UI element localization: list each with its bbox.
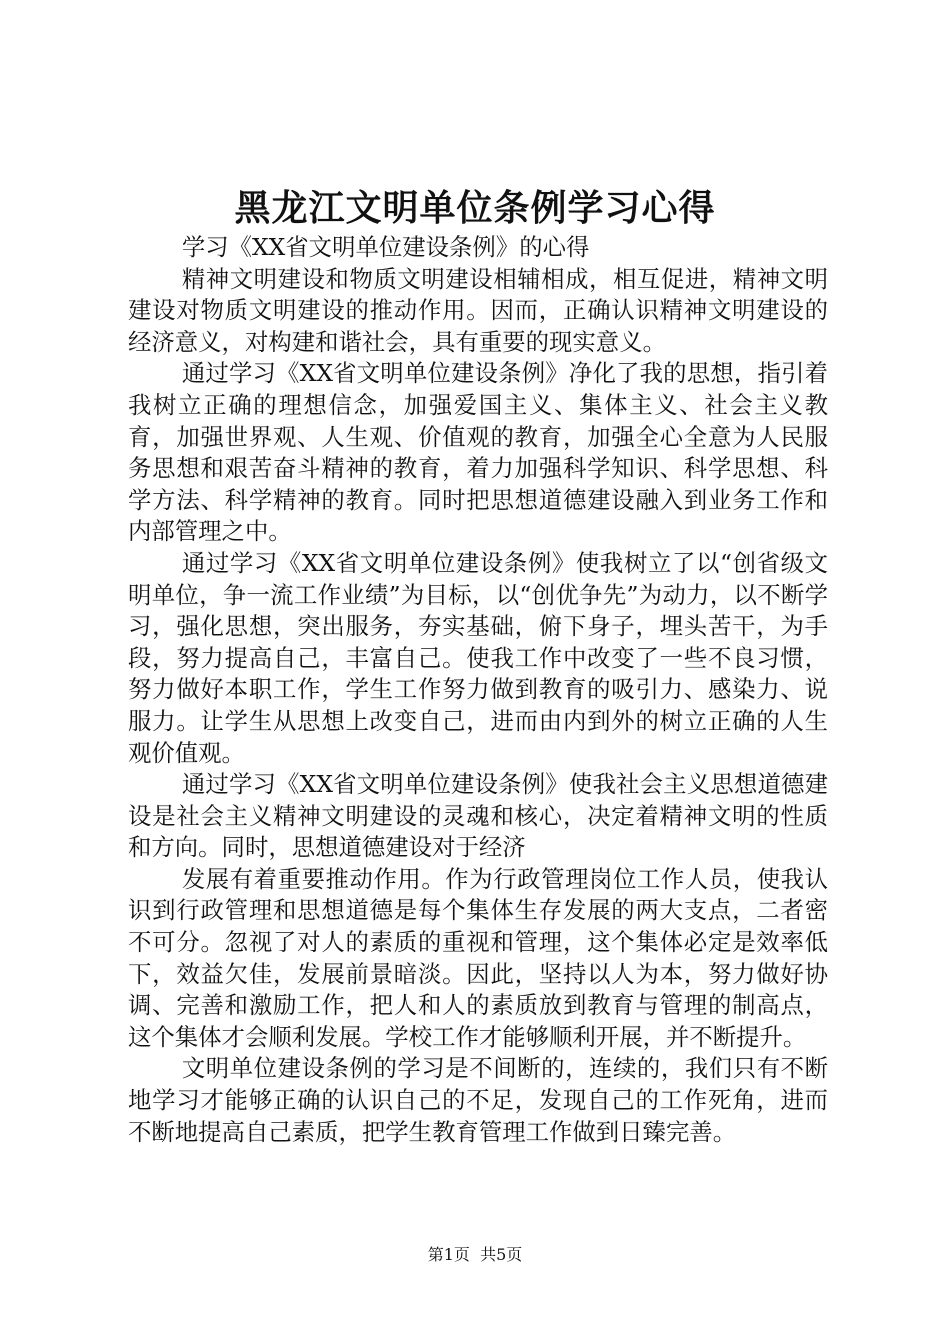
paragraph: 通过学习《XX省文明单位建设条例》使我树立了以“创省级文明单位，争一流工作业绩”为目标，以“创优争先”为动力，以不断学习，强化思想，突出服务，夯实基础，俯下身子，埋头苦干，为手段，努力提高自己，丰富自己。使我工作中改变了一些不良习惯，努力做好本职工作，学生工作努力做到教育的吸引力、感染力、说服力。让学生从思想上改变自己，进而由内到外的树立正确的人生观价值观。	[128, 548, 828, 767]
paragraph-heading: 学习《XX省文明单位建设条例》的心得	[181, 233, 590, 261]
paragraph: 发展有着重要推动作用。作为行政管理岗位工作人员，使我认识到行政管理和思想道德是每个集体生存发展的两大支点，二者密不可分。忽视了对人的素质的重视和管理，这个集体必定是效率低下，效益欠佳，发展前景暗淡。因此，坚持以人为本，努力做好协调、完善和激励工作，把人和人的素质放到教育与管理的制高点，这个集体才会顺利发展。学校工作才能够顺利开展，并不断提升。	[128, 864, 828, 1051]
page-indicator: 第1页 共5页	[427, 1245, 523, 1264]
document-title: 黑龙江文明单位条例学习心得	[234, 187, 716, 229]
page-footer	[0, 1243, 950, 1267]
document-body	[128, 232, 828, 1148]
paragraph: 文明单位建设条例的学习是不间断的，连续的，我们只有不断地学习才能够正确的认识自己的不足，发现自己的工作死角，进而不断地提高自己素质，把学生教育管理工作做到日臻完善。	[128, 1054, 828, 1146]
paragraph: 精神文明建设和物质文明建设相辅相成，相互促进，精神文明建设对物质文明建设的推动作用。因而，正确认识精神文明建设的经济意义，对构建和谐社会，具有重要的现实意义。	[128, 264, 828, 356]
paragraph: 通过学习《XX省文明单位建设条例》使我社会主义思想道德建设是社会主义精神文明建设的灵魂和核心，决定着精神文明的性质和方向。同时，思想道德建设对于经济	[128, 770, 828, 862]
paragraph: 通过学习《XX省文明单位建设条例》净化了我的思想，指引着我树立正确的理想信念，加强爱国主义、集体主义、社会主义教育，加强世界观、人生观、价值观的教育，加强全心全意为人民服务思想和艰苦奋斗精神的教育，着力加强科学知识、科学思想、科学方法、科学精神的教育。同时把思想道德建设融入到业务工作和内部管理之中。	[128, 359, 828, 546]
